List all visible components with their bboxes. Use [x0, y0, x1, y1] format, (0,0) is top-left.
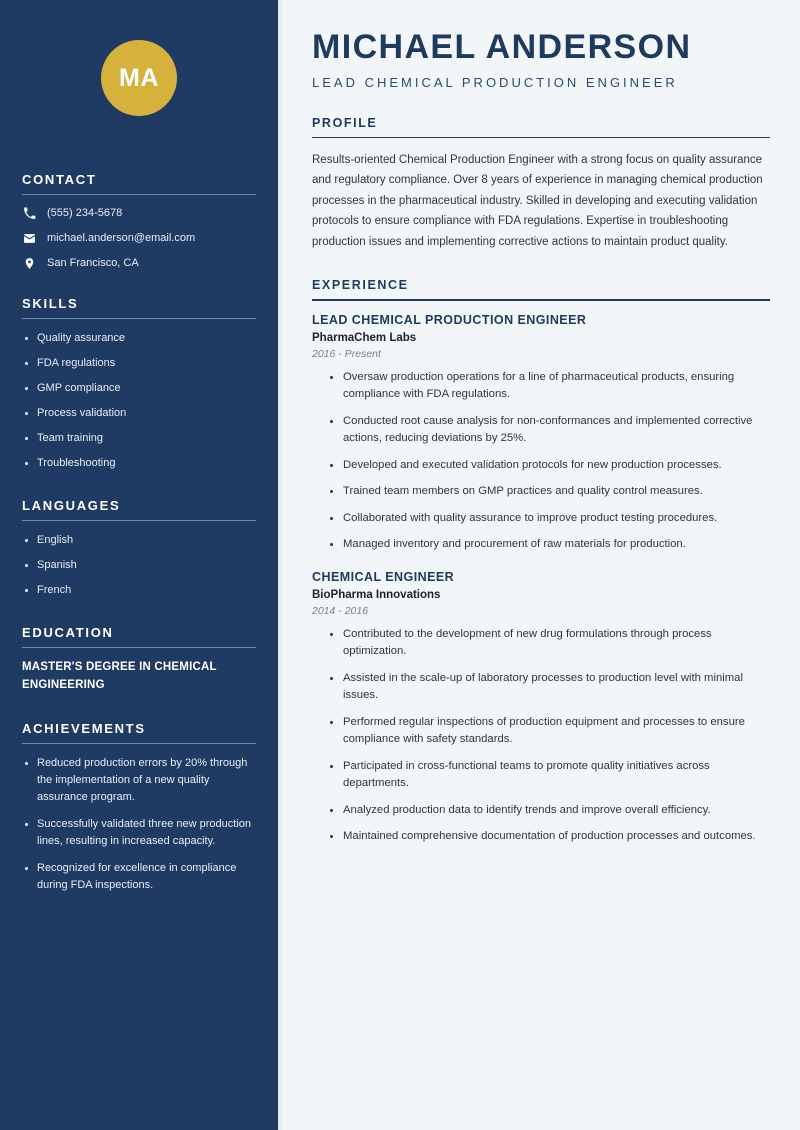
achievements-divider — [22, 743, 256, 744]
list-item: GMP compliance — [22, 380, 256, 397]
sidebar — [0, 0, 278, 1130]
list-item: Recognized for excellence in compliance during FDA inspections. — [22, 860, 256, 894]
list-item: Assisted in the scale-up of laboratory processes to production level with minimal issues. — [328, 670, 770, 705]
list-item: Contributed to the development of new drug formulations through process optimization. — [328, 626, 770, 661]
list-item: Conducted root cause analysis for non-conformances and implemented corrective actions, reducing deviations by 25%. — [328, 413, 770, 448]
skills-section — [22, 296, 256, 472]
list-item: Participated in cross-functional teams to promote quality initiatives across departments. — [328, 758, 770, 793]
job-role-subtitle: LEAD CHEMICAL PRODUCTION ENGINEER — [312, 74, 678, 90]
list-item: French — [22, 582, 256, 599]
job-title: CHEMICAL ENGINEER — [312, 569, 455, 584]
phone-icon — [22, 206, 36, 220]
list-item: Spanish — [22, 557, 256, 574]
list-item: English — [22, 532, 256, 549]
avatar: MA — [101, 40, 177, 116]
experience-section — [312, 278, 770, 845]
profile-heading: PROFILE — [312, 115, 378, 130]
contact-location-row[interactable] — [22, 256, 256, 270]
skills-divider — [22, 318, 256, 319]
skills-heading: SKILLS — [22, 296, 79, 311]
avatar-container — [22, 0, 256, 116]
list-item: Reduced production errors by 20% through the implementation of a new quality assurance program. — [22, 755, 256, 806]
job-company: PharmaChem Labs — [312, 331, 417, 344]
languages-divider — [22, 520, 256, 521]
achievements-heading: ACHIEVEMENTS — [22, 721, 146, 737]
main-content — [278, 0, 800, 1130]
contact-email-value: michael.anderson@email.com — [47, 232, 196, 244]
list-item: Team training — [22, 430, 256, 447]
list-item: Developed and executed validation protocols for new production processes. — [328, 457, 770, 475]
education-degree: MASTER'S DEGREE IN CHEMICAL ENGINEERING — [22, 661, 217, 692]
contact-email-row[interactable] — [22, 231, 256, 245]
education-divider — [22, 647, 256, 648]
envelope-icon — [22, 231, 36, 245]
list-item: Maintained comprehensive documentation of production processes and outcomes. — [328, 828, 770, 846]
list-item: Performed regular inspections of production equipment and processes to ensure compliance with safety standards. — [328, 714, 770, 749]
profile-divider — [312, 137, 770, 138]
contact-section — [22, 172, 256, 270]
page-title: MICHAEL ANDERSON — [312, 28, 692, 66]
contact-phone-value: (555) 234-5678 — [47, 207, 123, 219]
map-pin-icon — [22, 256, 36, 270]
list-item: Oversaw production operations for a line of pharmaceutical products, ensuring compliance with FDA regulations. — [328, 369, 770, 404]
achievements-section — [22, 721, 256, 894]
job-dates: 2014 - 2016 — [312, 604, 369, 617]
languages-list — [22, 532, 256, 599]
job-title: LEAD CHEMICAL PRODUCTION ENGINEER — [312, 312, 587, 327]
sidebar-edge-strip — [278, 0, 282, 1130]
job-bullet-list — [312, 369, 770, 554]
experience-divider — [312, 299, 770, 300]
skills-list — [22, 330, 256, 472]
list-item: Managed inventory and procurement of raw materials for production. — [328, 536, 770, 554]
experience-heading: EXPERIENCE — [312, 278, 409, 293]
education-section — [22, 625, 256, 695]
achievements-list — [22, 755, 256, 894]
list-item: FDA regulations — [22, 355, 256, 372]
languages-section — [22, 498, 256, 599]
list-item: Trained team members on GMP practices and quality control measures. — [328, 483, 770, 501]
list-item: Collaborated with quality assurance to improve product testing procedures. — [328, 510, 770, 528]
education-heading: EDUCATION — [22, 625, 114, 641]
contact-heading: CONTACT — [22, 172, 97, 187]
list-item: Successfully validated three new production lines, resulting in increased capacity. — [22, 816, 256, 850]
contact-phone-row[interactable] — [22, 206, 256, 220]
job-dates: 2016 - Present — [312, 347, 381, 360]
list-item: Quality assurance — [22, 330, 256, 347]
profile-section — [312, 116, 770, 253]
profile-text: Results-oriented Chemical Production Engineer with a strong focus on quality assurance and regulatory compliance. Over 8 years of experience in managing chemical production processes in the pharmaceutical industry. Skilled in developing and executing validation protocols to ensure compliance with FDA regulations. Expertise in troubleshooting production issues and implementing corrective actions to maintain product quality. — [312, 153, 763, 248]
job-bullet-list — [312, 626, 770, 846]
experience-entry — [312, 570, 770, 846]
contact-divider — [22, 194, 256, 195]
list-item: Process validation — [22, 405, 256, 422]
job-company: BioPharma Innovations — [312, 588, 441, 601]
languages-heading: LANGUAGES — [22, 498, 121, 514]
list-item: Troubleshooting — [22, 455, 256, 472]
list-item: Analyzed production data to identify trends and improve overall efficiency. — [328, 802, 770, 820]
experience-entry — [312, 313, 770, 554]
contact-location-value: San Francisco, CA — [47, 257, 139, 269]
